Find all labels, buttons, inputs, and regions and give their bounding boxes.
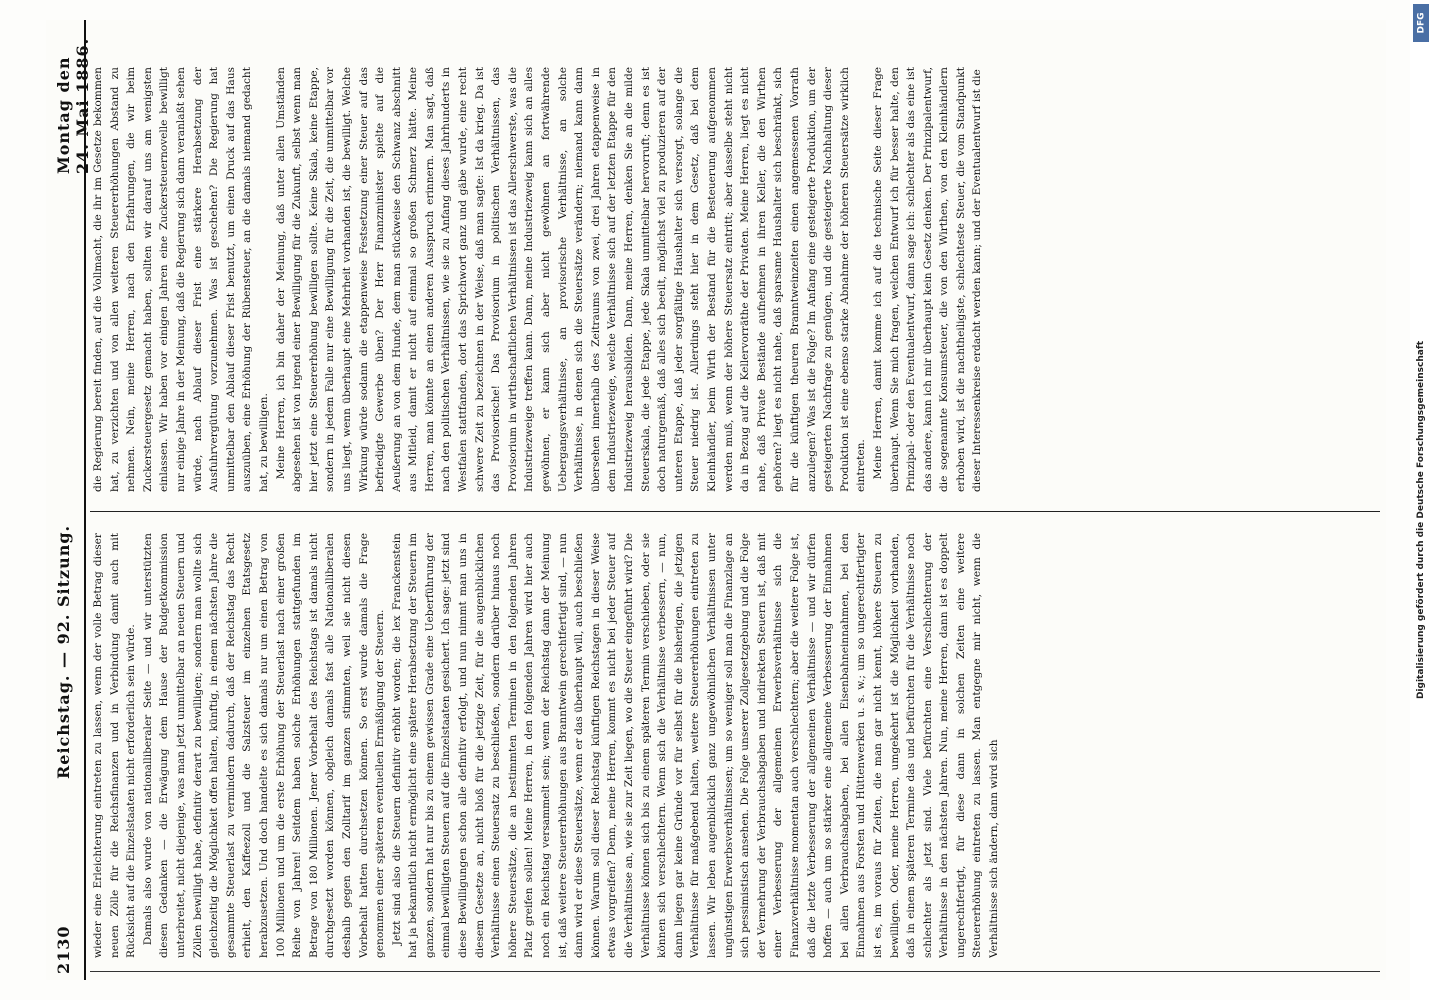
header-title-left: Reichstag. — 92. Sitzung.	[54, 524, 73, 779]
paragraph: Jetzt sind also die Steuern definitiv erhöht worden; die lex Franckenstein hat ja bekanntlich nicht ermöglicht eine spätere Herabsetzung der Steuern im ganzen, sondern hat nur bis zu einem gewissen Grade eine Ueberführung der einmal bewilligten Steuern auf die Einzelstaaten gesichert. Ich sage: jetzt sind diese Bewilligungen schon alle definitiv erfolgt, und nun nimmt man uns in diesem Gesetze an, nicht bloß für die jetzige Zeit, für die augenblicklichen Verhältnisse einen Steuersatz zu beschließen, sondern darüber hinaus noch höhere Steuersätze, die an bestimmten Terminen in den folgenden Jahren Platz greifen sollen! Meine Herren, in den folgenden Jahren wird hier auch noch ein Reichstag versammelt sein; wenn der Reichstag dann der Meinung ist, daß weitere Steuererhöhungen aus Branntwein gerechtfertigt sind, — nun dann wird er diese Steuersätze, wenn er das überhaupt will, auch beschließen können. Warum soll dieser Reichstag künftigen Reichstagen in dieser Weise etwas vorgreifen? Denn, meine Herren, kommt es nicht bei jeder Steuer auf die Verhältnisse an, wie sie zur Zeit liegen, wo die Steuer eingeführt wird? Die Verhältnisse können sich bis zu einem späteren Termin verschieben, oder sie können sich verschlechtern. Wenn sich die Verhältnisse verbessern, — nun, dann liegen gar keine Gründe vor für selbst für die bisherigen, die jetzigen Verhältnisse für maßgebend halten, weitere Steuererhöhungen eintreten zu lassen. Wir leben augenblicklich ganz ungewöhnlichen Verhältnissen unter ungünstigen Erwerbsverhältnissen; um so weniger soll man die Finanzlage an sich pessimistisch ansehen. Die Folge unserer Zollgesetzgebung und die Folge der Vermehrung der Verbrauchsabgaben und indirekten Steuern ist, daß mit einer Verbesserung der allgemeinen Erwerbsverhältnisse sich die Finanzverhältnisse momentan auch verschlechtern; aber die weitere Folge ist, daß die letzte Verbesserung der allgemeinen Verhältnisse — und wir dürfen hoffen — auch um so stärker eine allgemeine Verbesserung der Einnahmen bei allen Verbrauchsabgaben, bei allen Eisenbahneinnahmen, bei den Einnahmen aus Forsten und Hüttenwerken u. s. w.; um so ungerechtfertigter ist es, im voraus für Zeiten, die man gar nicht kennt, höhere Steuern zu bewilligen. Oder, meine Herren, umgekehrt ist die Möglichkeit vorhanden, daß in einem späteren Termine das und befürchten für die Verhältnisse noch schlechter als jetzt sind. Viele befürchten eine Verschlechterung der Verhältnisse in den nächsten Jahren. Nun, meine Herren, dann ist es doppelt ungerechtfertigt, für diese dann in solchen Zeiten eine weitere Steuererhöhung eintreten zu lassen. Man entgegne mir nicht, wenn die Verhältnisse sich ändern, dann wird sich	[390, 533, 1001, 958]
paragraph: Damals also wurde von nationalliberaler Seite — und wir unterstützten diesen Gedanken — die Erwägung dem Hause der Budgetkommission unterbreitet, nicht diejenige, was man jetzt unmittelbar an neuen Steuern und Zöllen bewilligt habe, definitiv derart zu bewilligen; sondern man wollte sich gleichzeitig die Möglichkeit offen halten, künftig, in einem nächsten Jahre die gesammte Steuerlast zu vermindern dadurch, daß der Reichstag das Recht erhielt, den Kaffeezoll und die Salzsteuer im einzelnen Etatsgesetz herabzusetzen. Und doch handelte es sich damals nur um einen Betrag von 100 Millionen und um die erste Erhöhung der Steuerlast nach einer großen Reihe von Jahren! Seitdem haben solche Erhöhungen stattgefunden im Betrage von 180 Millionen. Jener Vorbehalt des Reichstags ist damals nicht durchgesetzt worden können, obgleich damals fast alle Nationalliberalen deshalb gegen den Zolltarif im ganzen stimmten, weil sie nicht diesen Vorbehalt hatten durchsetzen können. So erst wurde damals die Frage genommen einer späteren eventuellen Ermäßigung der Steuern.	[141, 533, 387, 958]
paragraph: Meine Herren, damit komme ich auf die technische Seite dieser Frage überhaupt. Wenn Sie mich fragen, welchen Entwurf ich für besser halte, den Prinzipal- oder den Eventualentwurf, dann sage ich: schlechter als das eine ist das andere, kann ich mir überhaupt kein Gesetz denken. Der Prinzipalentwurf, die sogenannte Konsumsteuer, die von den Wirthen, von den Kleinhändlern erhoben wird, ist die nachtheiligste, schlechteste Steuer, die vom Standpunkt dieser Interessenkreise erdacht werden kann; und der Eventualentwurf ist die	[871, 67, 984, 492]
right-column	[90, 67, 1380, 492]
paragraph: Meine Herren, ich bin daher der Meinung, daß unter allen Umständen abgesehen ist von irgend einer Bewilligung für die Zukunft, selbst wenn man hier jetzt eine Steuererhöhung bewilligen sollte. Keine Skala, keine Etappe, sondern in jedem Falle nur eine Bewilligung für die Zeit, die unmittelbar vor uns liegt, wenn überhaupt eine Mehrheit vorhanden ist, die bewilligt. Welche Wirkung würde sodann die etappenweise Festsetzung einer Steuer auf das befriedigte Gewerbe üben? Der Herr Finanzminister spielte auf die Aeußerung an von dem Hunde, dem man stückweise den Schwanz abschnitt aus Mitleid, damit er nicht auf einmal so großen Schmerz hätte. Meine Herren, man könnte an einen anderen Ausspruch erinnern. Man sagt, daß nach den politischen Verhältnissen, wie sie zu Anfang dieses Jahrhunderts in Westfalen stattfanden, dort das Sprichwort ganz und gäbe wurde, eine recht schwere Zeit zu bezeichnen in der Weise, daß man sagte: Ist da krieg. Da ist das Provisorische! Das Provisorium in politischen Verhältnissen, das Provisorium in wirthschaftlichen Verhältnissen ist das Allerschwerste, was die Industriezweige treffen kann. Dann, meine Industriezweig kann sich an alles gewöhnen, er kann sich aber nicht gewöhnen an fortwährende Uebergangsverhältnisse, an provisorische Verhältnisse, an solche Verhältnisse, in denen sich die Steuersätze verändern; niemand kann dann übersehen innerhalb des Zeitraums von zwei, drei Jahren etappenweise in dem Industriezweige, welche Verhältnisse sich auf der letzten Etappe für den Industriezweig herausbilden. Dann, meine Herren, denken Sie an die milde Steuerskala, die jede Etappe, jede Skala unmittelbar hervorruft; denn es ist doch naturgemäß, daß alles sich beeilt, möglichst viel zu produzieren auf der unteren Etappe, daß jeder sorgfältige Haushalter sich versorgt, solange die Steuer niedrig ist. Allerdings steht hier in dem Gesetz, daß bei dem Kleinhändler, beim Wirth der Bestand für die Besteuerung aufgenommen werden muß, wenn der höhere Steuersatz eintritt; aber dasselbe steht nicht da in Bezug auf die Kellervorräthe der Privaten. Meine Herren, liegt es nicht nahe, daß Private Bestände aufnehmen in ihren Keller, die den Wirthen gehören? liegt es nicht nahe, daß sparsame Haushalter sich beschränkt, sich für die künftigen theuren Branntweinzeiten einen angemessenen Vorrath anzulegen? Was ist die Folge? Im Anfang eine gesteigerte Produktion, um der gesteigerten Nachfrage zu genügen, und die gesteigerte Nachhaltung dieser Produktion ist eine ebenso starke Abnahme der höheren Steuersätze wirklich eintreten.	[274, 67, 868, 492]
header-title-right: Montag den 24. Mai 1886.	[54, 37, 92, 174]
digitization-credit: Digitalisierung gefördert durch die Deutsche Forschungsgemeinschaft	[1416, 340, 1426, 700]
column-divider	[90, 511, 1380, 512]
paragraph: wieder eine Erleichterung eintreten zu lassen, wenn der volle Betrag dieser neuen Zölle für die Reichsfinanzen und in Verbindung damit auch mit Rücksicht auf die Einzelstaaten nicht erforderlich sein würde.	[92, 533, 138, 958]
page-number: 2130	[54, 925, 73, 974]
margin-rule	[90, 971, 1380, 972]
dfg-logo	[1413, 4, 1429, 42]
digitization-sidebar	[1410, 0, 1432, 1000]
page-content	[46, 20, 1386, 980]
running-header	[52, 26, 92, 974]
left-column	[90, 533, 1380, 958]
dfg-logo-text: DFG	[1416, 12, 1427, 34]
paragraph: die Regierung bereit finden, auf die Vollmacht, die ihr im Gesetze bekommen hat, zu verzichten und von allen weiteren Steuererhöhungen Abstand zu nehmen. Nein, meine Herren, nach den Erfahrungen, die wir beim Zuckersteuergesetz gemacht haben, sollten wir darauf uns am wenigsten einlassen. Wir haben vor einigen Jahren eine Zuckersteuernovelle bewilligt nur einige Jahre in der Meinung, daß die Regierung sich dann veranlaßt sehen würde, nach Ablauf dieser Frist eine stärkere Herabsetzung der Ausfuhrvergütung vorzunehmen. Was ist geschehen? Die Regierung hat unmittelbar den Ablauf dieser Frist benutzt, um einen Druck auf das Haus auszuüben, eine Erhöhung der Rübensteuer, an die damals niemand gedacht hat, zu bewilligen.	[92, 67, 270, 492]
header-rule	[84, 20, 86, 980]
